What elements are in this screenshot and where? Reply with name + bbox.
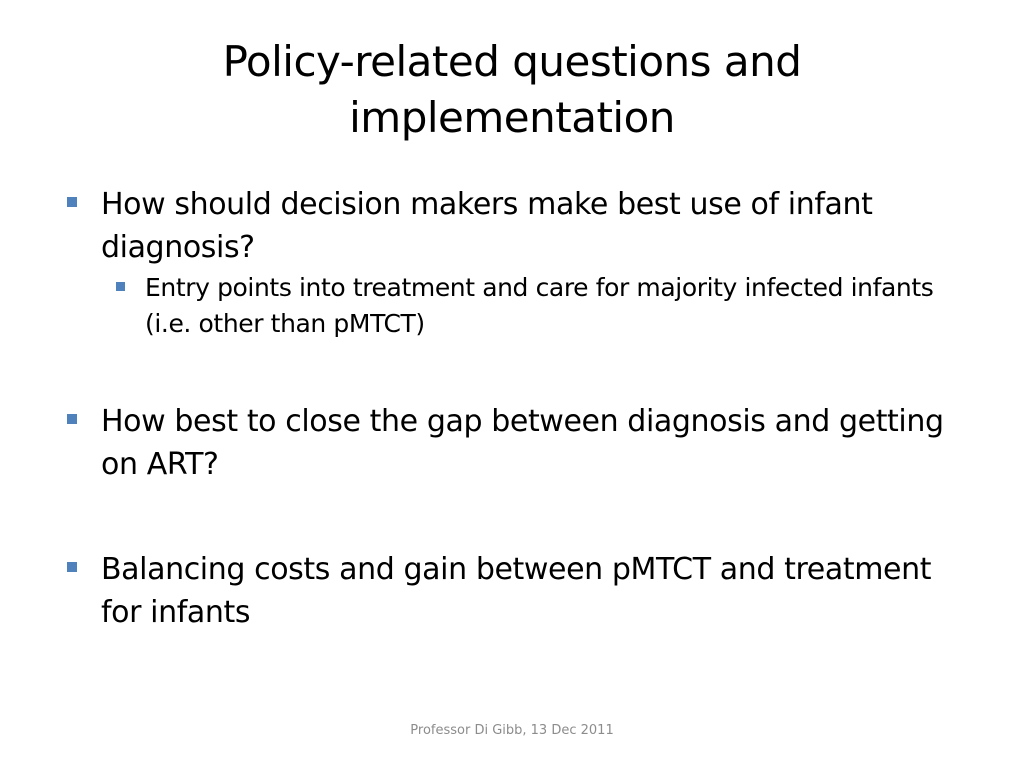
bullet-item-balancing-costs: [62, 548, 962, 634]
bullet-item-decision-makers: [62, 183, 962, 269]
title-line-1: Policy-related questions and: [222, 37, 802, 86]
bullet-text: Balancing costs and gain between pMTCT and treatment for infants: [101, 552, 932, 630]
square-bullet-icon: [67, 562, 77, 572]
bullet-item-close-gap: [62, 400, 962, 486]
title-line-2: implementation: [349, 93, 675, 142]
slide-footer: Professor Di Gibb, 13 Dec 2011: [410, 723, 614, 738]
sub-bullet-text: Entry points into treatment and care for majority infected infants (i.e. other than pMTCT): [145, 273, 934, 338]
bullet-spacer: [62, 486, 962, 548]
sub-bullet-item-entry-points: [62, 270, 962, 342]
bullet-list: [62, 183, 962, 634]
bullet-spacer: [62, 342, 962, 400]
square-bullet-icon: [67, 197, 77, 207]
square-bullet-icon: [67, 414, 77, 424]
bullet-text: How should decision makers make best use of infant diagnosis?: [101, 187, 873, 265]
bullet-text: How best to close the gap between diagnosis and getting on ART?: [101, 404, 944, 482]
square-bullet-icon: [116, 282, 125, 291]
slide-title: [80, 34, 944, 146]
